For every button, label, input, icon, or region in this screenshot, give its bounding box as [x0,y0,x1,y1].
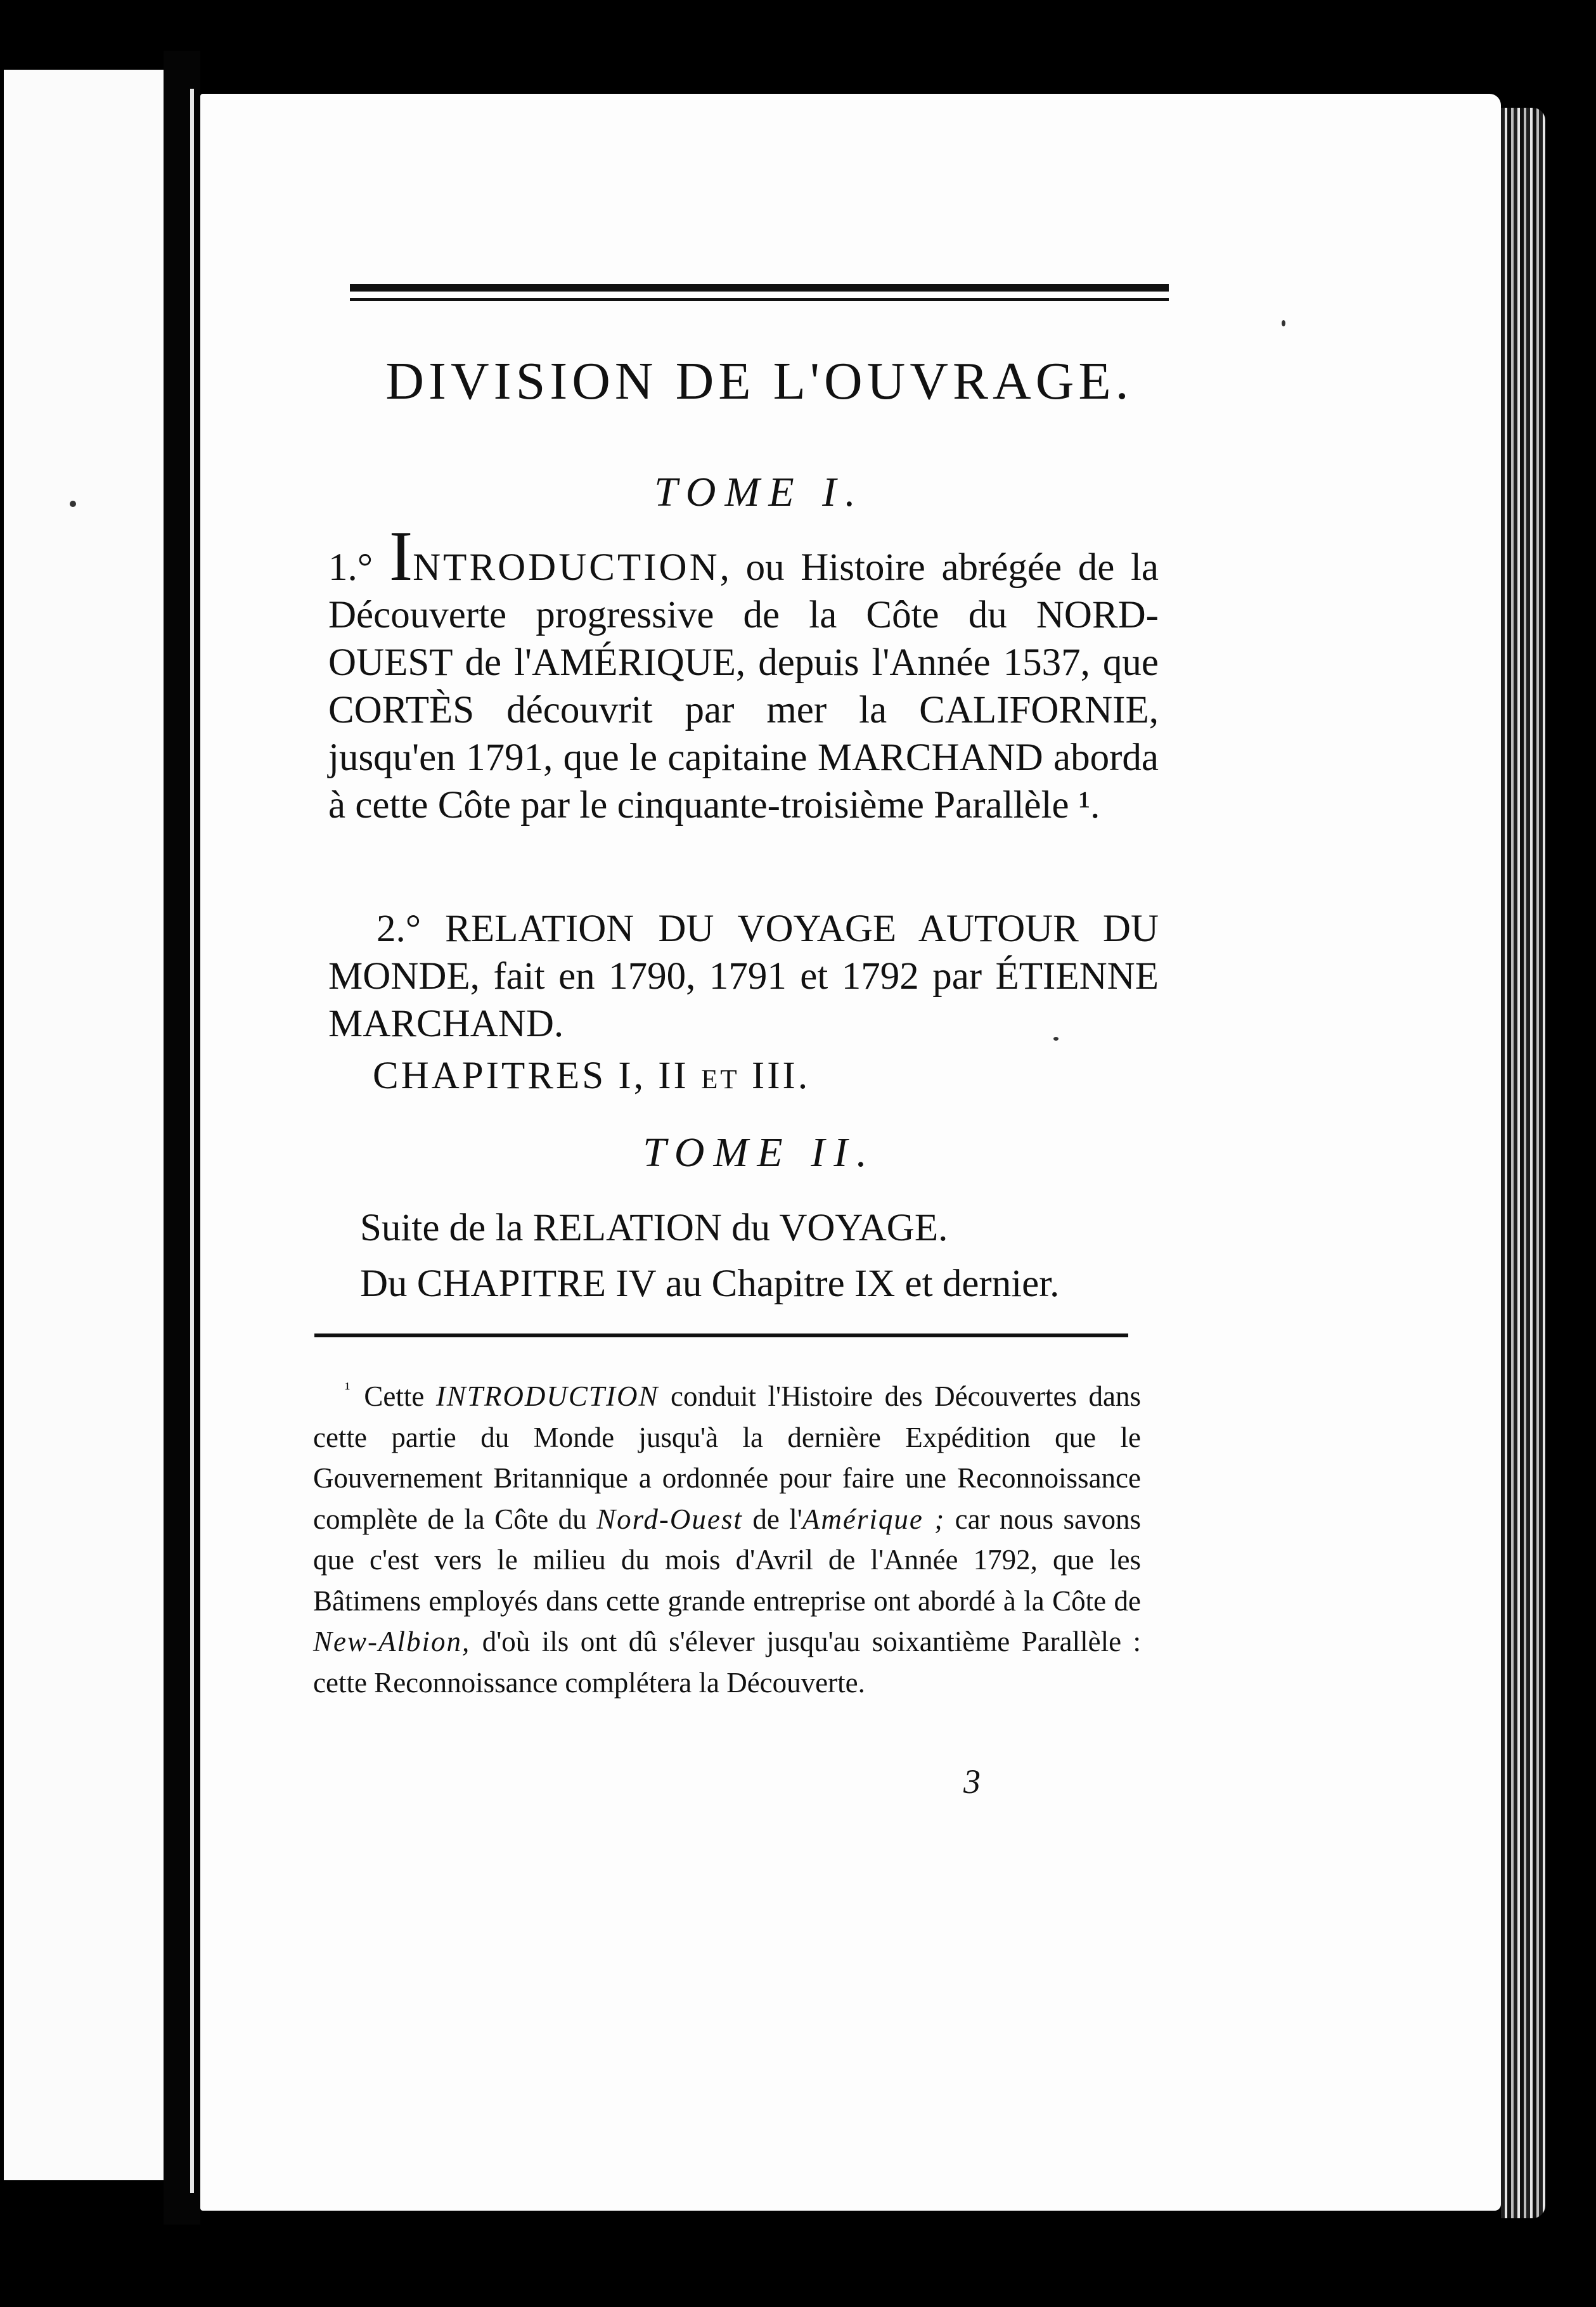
footnote-text: d'où ils ont dû s'élever jusqu'au soixantième Parallèle : cette Reconnoissance complétera la Découverte. [313,1626,1142,1699]
book-gutter [164,51,200,2225]
left-page-fragment [0,70,164,2180]
introduction-word: NTRODUCTION [413,546,720,589]
tome-one-heading: TOME I. [654,469,865,515]
tome-two-heading: TOME II. [643,1129,876,1176]
drop-capital: I [389,517,413,596]
chapters-line: CHAPITRES I, II et III. [373,1055,811,1097]
paragraph-number: 1.° [328,546,389,589]
footnote-mark: ¹ [345,1379,351,1399]
dust-speck [1053,1037,1059,1041]
page-stack-edge [1501,108,1545,2218]
footnote-italic-new-albion: New-Albion, [313,1626,471,1657]
footnote-separator [314,1333,1128,1337]
footnote-italic-introduction: INTRODUCTION [435,1380,659,1412]
footnote-text: car nous savons que c'est vers le milieu du mois d'Avril de l'Année 1792, que les Bâtimens employés dans cette grande entreprise ont abordé à la Côte de [313,1503,1141,1617]
footnote-text: de l' [752,1503,802,1535]
footnote [313,1369,1141,1703]
introduction-text: , ou Histoire abrégée de la Découverte progressive de la Côte du NORD-OUEST de l'AMÉRIQUE, depuis l'Année 1537, que CORTÈS découvrit par mer la CALIFORNIE, jusqu'en 1791, que le capitaine MARCHAND aborda à cette Côte par le cinquante-troisième Parallèle ¹. [328,546,1159,826]
chapters-range-line: Du CHAPITRE IV au Chapitre IX et dernier. [360,1263,1060,1305]
footnote-text: conduit l'Histoire des Découvertes dans cette partie du Monde jusqu'à la dernière Expédition que le Gouvernement Britannique a ordonnée pour faire une Reconnoissance complète de la Côte du [313,1380,1142,1535]
footnote-italic-nord-ouest: Nord-Ouest [596,1503,743,1535]
ornamental-rule [350,284,1169,307]
footnote-italic-amerique: Amérique ; [802,1503,946,1535]
signature-mark: 3 [963,1763,981,1801]
dust-speck [1282,320,1285,326]
dust-speck [70,501,76,507]
rule-thick-line [350,284,1169,292]
suite-line: Suite de la RELATION du VOYAGE. [360,1207,948,1249]
gutter-highlight [190,89,194,2193]
paragraph-relation: 2.° RELATION DU VOYAGE AUTOUR DU MONDE, fait en 1790, 1791 et 1792 par ÉTIENNE MARCHAND. [328,908,1159,1045]
scan-border-top [0,0,1596,70]
left-page-edge [0,70,4,2180]
paragraph-introduction [328,517,1159,829]
page-title: DIVISION DE L'OUVRAGE. [385,352,1133,411]
footnote-text: Cette [364,1380,425,1412]
rule-thin-line [350,298,1169,301]
